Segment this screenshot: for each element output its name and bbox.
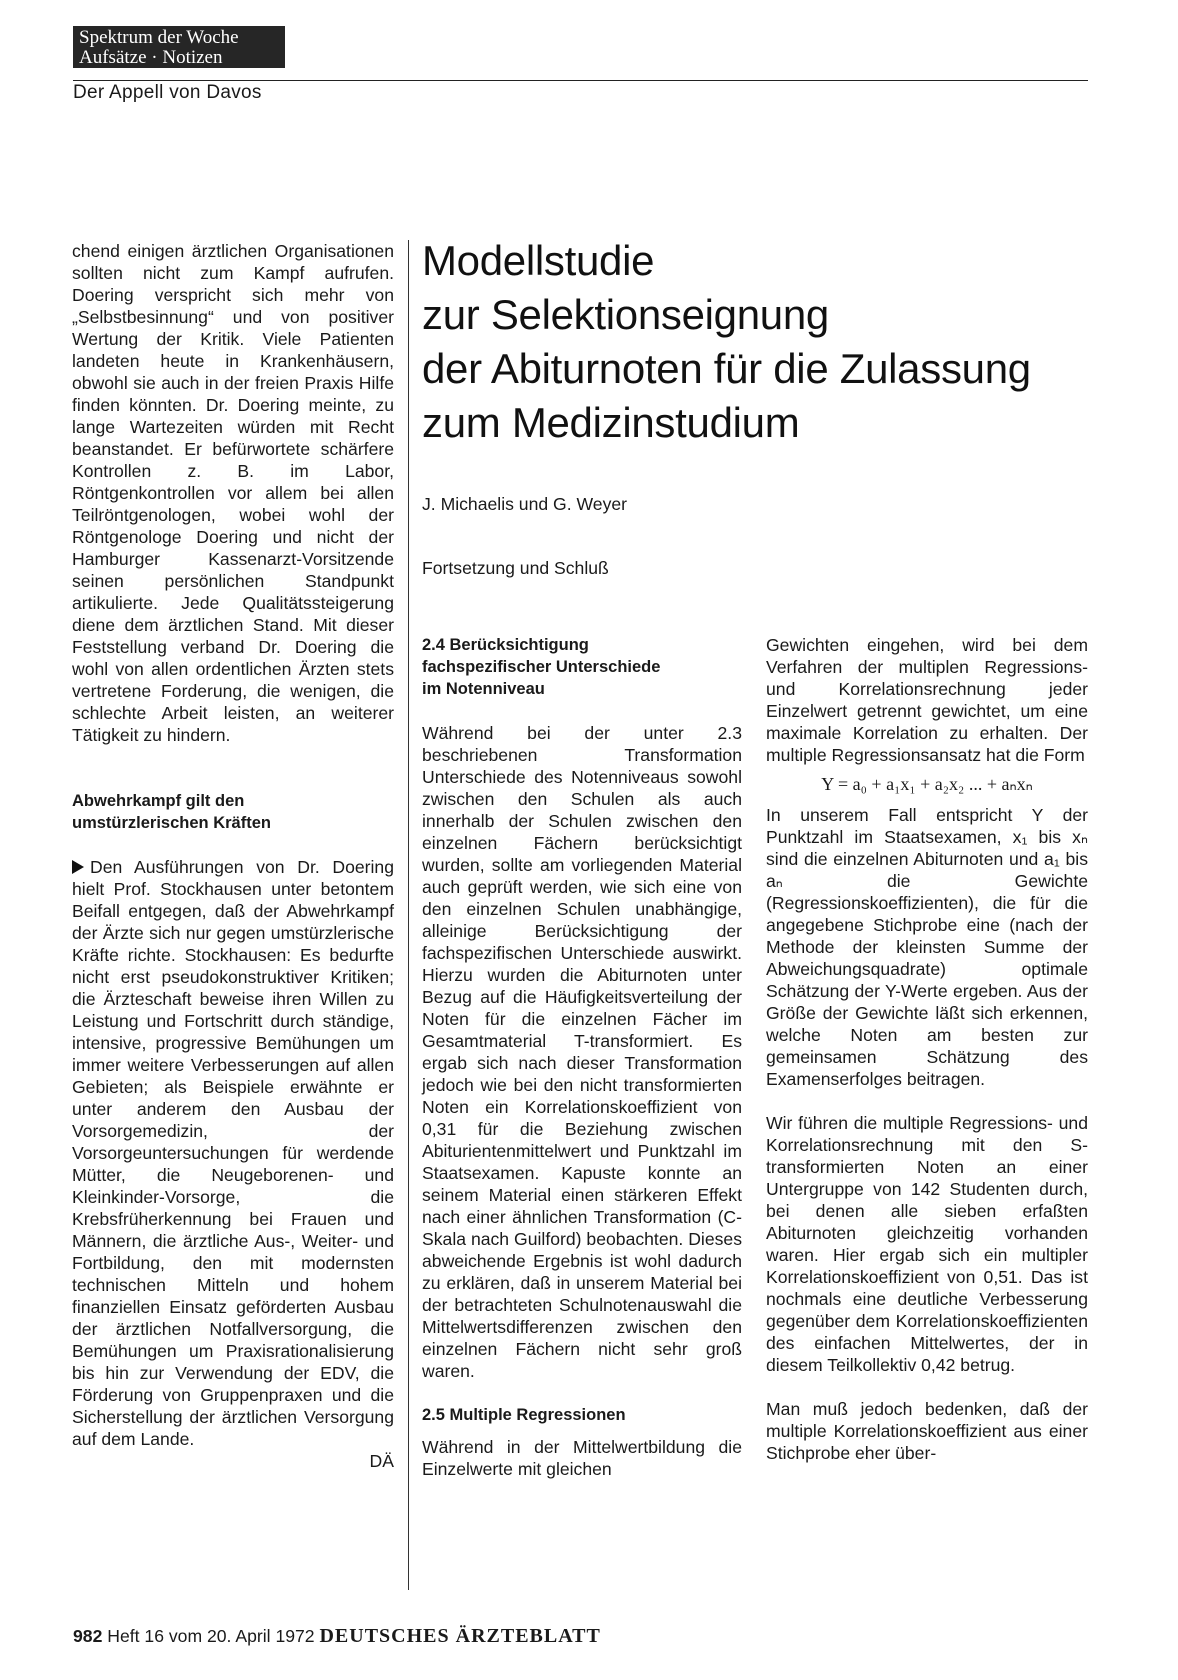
issue-info: Heft 16 vom 20. April 1972 xyxy=(107,1626,315,1646)
rubric-line-2: Aufsätze · Notizen xyxy=(79,47,223,68)
paragraph: chend einigen ärztlichen Organisationen sollten nicht zum Kampf aufrufen. Doering verspricht sich mehr von „Selbstbesinnung“ und von positiver Wertung der Kritik. Viele Patienten landeten heute in Krankenhäusern, obwohl sie auch in der freien Praxis Hilfe finden könnten. Dr. Doering meinte, zu lange Wartezeiten würden mit Recht beanstandet. Er befürwortete schärfere Kontrollen z. B. im Labor, Röntgenkontrollen vor allem bei allen Teilröntgenologen, wobei wohl der Röntgenologe Doering und nicht der Hamburger Kassenarzt-Vorsitzende seinen persönlichen Standpunkt artikulierte. Jede Qualitätssteigerung diene dem ärztlichen Stand. Mit dieser Feststellung verband Dr. Doering die wohl von allen ordentlichen Ärzten stets vertretene Forderung, die wenigen, die schlechte Arbeit leisten, an weiterer Tätigkeit zu hindern. xyxy=(72,241,394,745)
article-title xyxy=(422,234,1092,450)
subheading-line: umstürzlerischen Kräften xyxy=(72,814,271,832)
rubric-line-1: Spektrum der Woche xyxy=(79,27,239,48)
paragraph: Gewichten eingehen, wird bei dem Verfahren der multiplen Regressions- und Korrelationsrechnung jeder Einzelwert getrennt gewichtet, um eine maximale Korrelation zu erhalten. Der multiple Regressionsansatz hat die Form xyxy=(766,635,1088,765)
title-line: zur Selektionseignung xyxy=(422,291,829,338)
article-authors: J. Michaelis und G. Weyer xyxy=(422,494,628,514)
paragraph: Während in der Mittelwertbildung die Einzelwerte mit gleichen xyxy=(422,1437,742,1479)
title-line: der Abiturnoten für die Zulassung xyxy=(422,345,1031,392)
section-rubric xyxy=(73,26,285,68)
continuation-note: Fortsetzung und Schluß xyxy=(422,558,609,578)
subheading: 2.5 Multiple Regressionen xyxy=(422,1406,626,1424)
triangle-bullet-icon xyxy=(72,860,84,874)
author-signature: DÄ xyxy=(369,1451,394,1471)
page-footer xyxy=(73,1625,601,1648)
paragraph: Während bei der unter 2.3 beschriebenen Transformation Unterschiede des Notenniveaus sowohl zwischen den Schulen als auch innerhalb der Schulen zwischen den einzelnen Fächern berücksichtigt wurden, sollte am vorliegenden Material auch geprüft werden, wie sich eine von den einzelnen Schulen unabhängige, alleinige Berücksichtigung der fachspezifischen Unterschiede auswirkt. Hierzu wurden die Abiturnoten unter Bezug auf die Häufigkeitsverteilung der Noten für die einzelnen Fächer im Gesamtmaterial T-transformiert. Es ergab sich nach dieser Transformation jedoch wie bei den nicht transformierten Noten ein Korrelationskoeffizient von 0,31 für die Beziehung zwischen Abiturientenmittelwert und Punktzahl im Staatsexamen. Kapuste konnte an seinem Material einen stärkeren Effekt nach einer ähnlichen Transformation (C-Skala nach Guilford) beobachten. Dieses abweichende Ergebnis ist wohl dadurch zu erklären, daß in unserem Material bei der betrachteten Schulnotenauswahl die Mittelwertsdifferenzen zwischen den einzelnen Fächern nicht sehr groß waren. xyxy=(422,723,742,1381)
subheading xyxy=(72,790,394,834)
regression-formula: Y = a₀ + a₁x₁ + a₂x₂ ... + aₙxₙ xyxy=(821,774,1033,794)
signoff-row xyxy=(72,1450,394,1472)
title-line: zum Medizinstudium xyxy=(422,399,800,446)
paragraph: Wir führen die multiple Regressions- und Korrelationsrechnung mit den S-transformierten Noten an einer Untergruppe von 142 Studenten durch, bei denen alle sieben erfaßten Abiturnoten gleichzeitig vorhanden waren. Hier ergab sich ein multipler Korrelationskoeffizient von 0,51. Das ist nochmals eine deutliche Verbesserung gegenüber dem Korrelationskoeffizienten des einfachen Mittelwertes, der in diesem Teilkollektiv 0,42 betrug. xyxy=(766,1113,1088,1375)
column-rule xyxy=(408,240,409,1590)
section-kicker: Der Appell von Davos xyxy=(73,82,262,103)
subheading-line: im Notenniveau xyxy=(422,680,545,698)
middle-column xyxy=(422,634,742,1480)
page-number: 982 xyxy=(73,1626,103,1646)
subheading-line: fachspezifischer Unterschiede xyxy=(422,658,661,676)
subheading xyxy=(422,634,742,700)
subheading-line: 2.4 Berücksichtigung xyxy=(422,636,589,654)
publication-name: DEUTSCHES ÄRZTEBLATT xyxy=(319,1625,601,1647)
title-line: Modellstudie xyxy=(422,237,655,284)
paragraph: In unserem Fall entspricht Y der Punktzahl im Staatsexamen, x₁ bis xₙ sind die einzelnen Abiturnoten und a₁ bis aₙ die Gewichte (Regressionskoeffizienten), die für die angegebene Stichprobe eine (nach der Methode der kleinsten Summe der Abweichungsquadrate) optimale Schätzung der Y-Werte ergeben. Aus der Größe der Gewichte läßt sich erkennen, welche Noten am besten zur gemeinsamen Schätzung des Examenserfolges beitragen. xyxy=(766,805,1088,1089)
header-rule xyxy=(73,80,1088,81)
paragraph-text: Den Ausführungen von Dr. Doering hielt Prof. Stockhausen unter betontem Beifall entgegen, daß der Abwehrkampf der Ärzte sich nur gegen umstürzlerische Kräfte richte. Stockhausen: Es bedurfte nicht erst pseudokonstruktiver Kritiken; die Ärzteschaft beweise ihren Willen zu Leistung und Fortschritt durch ständige, intensive, progressive Bemühungen um immer weitere Verbesserungen auf allen Gebieten; als Beispiele erwähnte er unter anderem den Ausbau der Vorsorgemedizin, der Vorsorgeuntersuchungen für werdende Mütter, die Neugeborenen- und Kleinkinder-Vorsorge, die Krebsfrüherkennung bei Frauen und Männern, die ärztliche Aus-, Weiter- und Fortbildung, den mit modernsten technischen Mitteln und hohem finanziellen Einsatz geförderten Ausbau der ärztlichen Notfallversorgung, die Bemühungen um Praxisrationalisierung bis hin zur Verwendung der EDV, die Förderung von Gruppenpraxen und die Sicherstellung der ärztlichen Versorgung auf dem Lande. xyxy=(72,857,394,1449)
right-column xyxy=(766,634,1088,1464)
paragraph: Man muß jedoch bedenken, daß der multiple Korrelationskoeffizient aus einer Stichprobe eher über- xyxy=(766,1399,1088,1463)
subheading-line: Abwehrkampf gilt den xyxy=(72,792,245,810)
left-column xyxy=(72,240,394,1472)
paragraph xyxy=(72,856,394,1450)
